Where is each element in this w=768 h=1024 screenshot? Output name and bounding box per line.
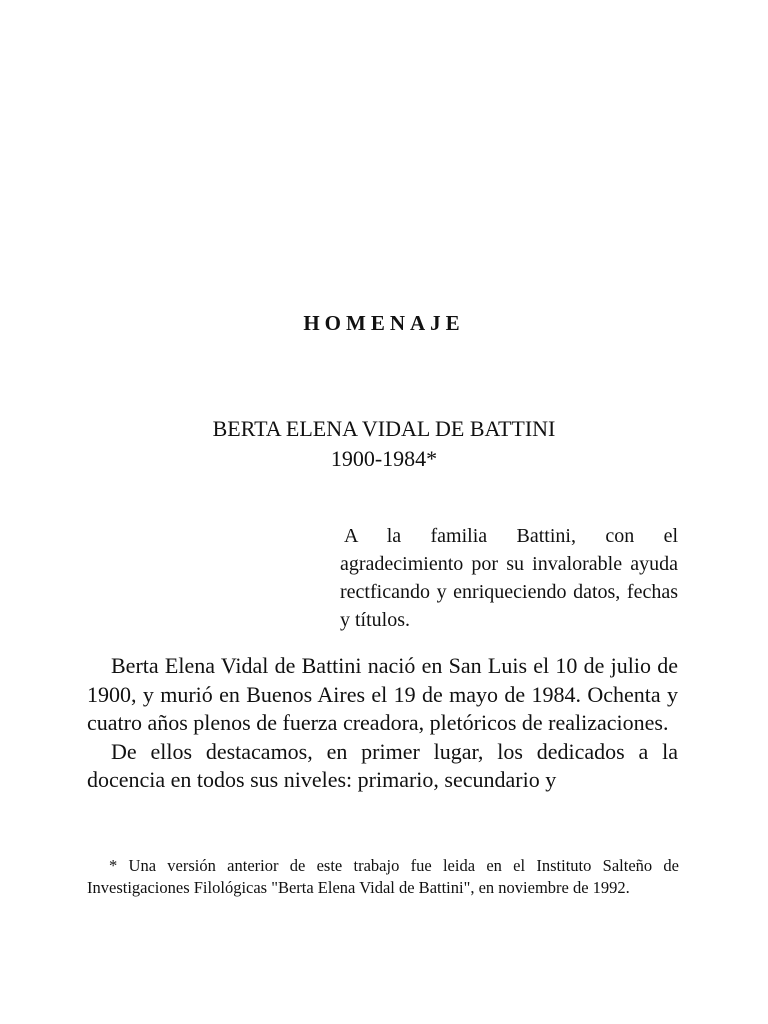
footnote-text: * Una versión anterior de este trabajo fue leida en el Instituto Salteño de Investigaciones Filológicas "Berta Elena Vidal de Battini", en noviembre de 1992. [87, 856, 679, 897]
section-title: HOMENAJE [303, 311, 465, 335]
paragraph: De ellos destacamos, en primer lugar, los dedicados a la docencia en todos sus niveles: primario, secundario y [87, 738, 678, 792]
footnote [87, 855, 679, 899]
article-dates: 1900-1984* [330, 446, 438, 471]
article-heading [0, 414, 768, 474]
article-title: BERTA ELENA VIDAL DE BATTINI [212, 416, 556, 441]
paragraph: Berta Elena Vidal de Battini nació en San Luis el 10 de julio de 1900, y murió en Buenos Aires el 19 de mayo de 1984. Ochenta y cuatro años plenos de fuerza creadora, pletóricos de realizaciones. [87, 653, 678, 735]
dedication: A la familia Battini, con el agradecimiento por su invalorable ayuda rectficando y enriqueciendo datos, fechas y títulos. [340, 525, 678, 631]
body-text [87, 652, 678, 795]
